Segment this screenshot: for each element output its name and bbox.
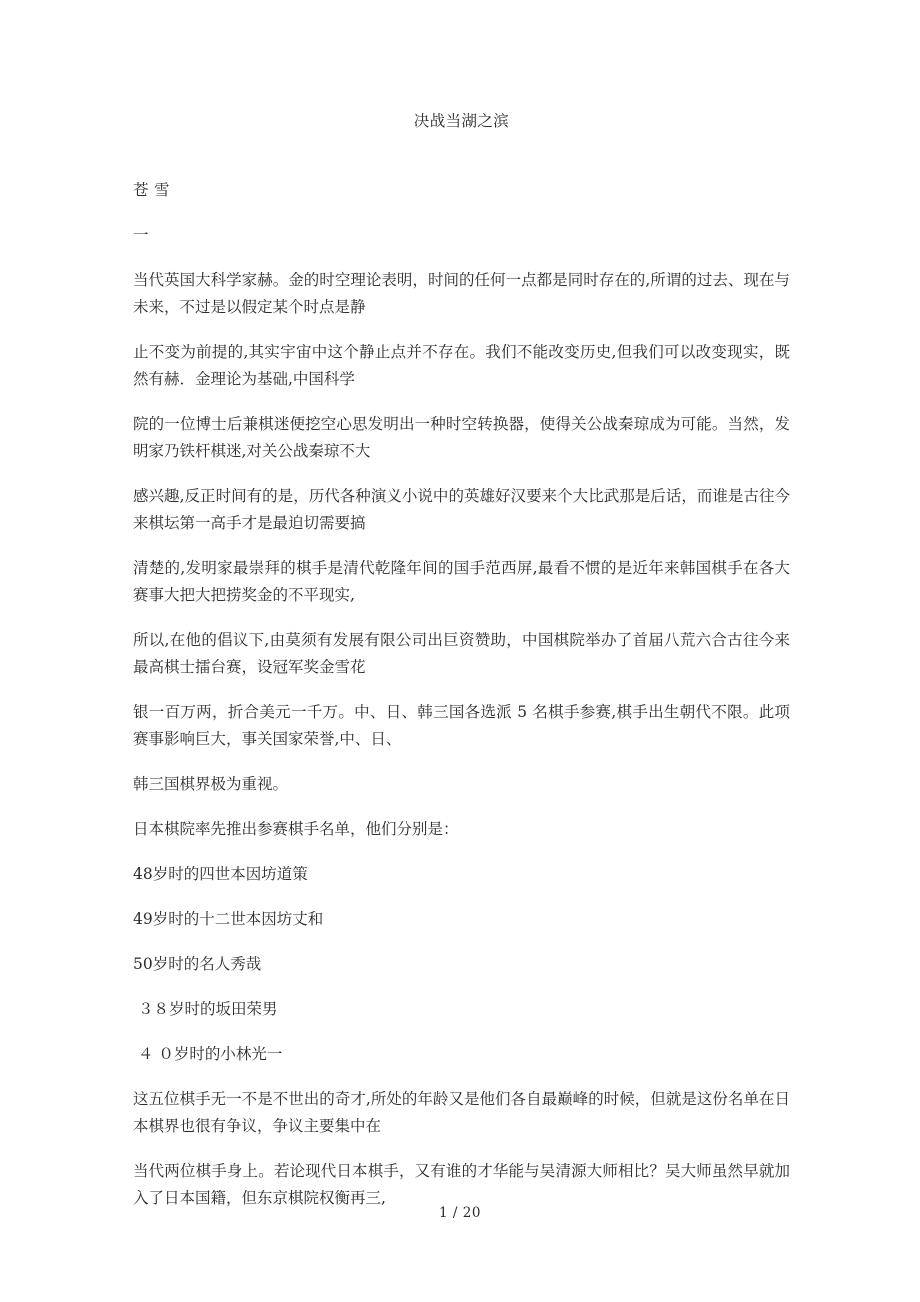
document-content bbox=[133, 108, 790, 1212]
body-paragraph: 当代两位棋手身上。若论现代日本棋手，又有谁的才华能与吴清源大师相比？吴大师虽然早就加入了日本国籍，但东京棋院权衡再三, bbox=[133, 1162, 790, 1207]
body-paragraph: 止不变为前提的,其实宇宙中这个静止点并不存在。我们不能改变历史,但我们可以改变现实，既然有赫．金理论为基础,中国科学 bbox=[133, 343, 790, 388]
body-paragraph: 清楚的,发明家最崇拜的棋手是清代乾隆年间的国手范西屏,最看不惯的是近年来韩国棋手在各大赛事大把大把捞奖金的不平现实, bbox=[133, 559, 790, 604]
roster-item: 50岁时的名人秀哉 bbox=[133, 955, 262, 973]
title-spacer bbox=[133, 135, 790, 159]
body-paragraph: 感兴趣,反正时间有的是，历代各种演义小说中的英雄好汉要来个大比武那是后话，而谁是古往今来棋坛第一高手才是最迫切需要搞 bbox=[133, 487, 790, 532]
body-paragraph: 所以,在他的倡议下,由莫须有发展有限公司出巨资赞助，中国棋院举办了首届八荒六合古往今来最高棋士擂台赛，设冠军奖金雪花 bbox=[133, 631, 790, 676]
author-byline: 苍 雪 bbox=[133, 181, 170, 199]
body-paragraph: 院的一位博士后兼棋迷便挖空心思发明出一种时空转换器，使得关公战秦琼成为可能。当然，发明家乃铁杆棋迷,对关公战秦琼不大 bbox=[133, 415, 790, 460]
body-paragraph: 韩三国棋界极为重视。 bbox=[133, 775, 289, 793]
body-paragraph: 当代英国大科学家赫。金的时空理论表明，时间的任何一点都是同时存在的,所谓的过去、现在与未来，不过是以假定某个时点是静 bbox=[133, 271, 790, 316]
page-number-footer: 1 / 20 bbox=[439, 1205, 481, 1221]
body-paragraph: 这五位棋手无一不是不世出的奇才,所处的年龄又是他们各自最巅峰的时候，但就是这份名单在日本棋界也很有争议，争议主要集中在 bbox=[133, 1090, 790, 1135]
body-paragraph: 银一百万两，折合美元一千万。中、日、韩三国各选派 5 名棋手参赛,棋手出生朝代不限。此项赛事影响巨大，事关国家荣誉,中、日、 bbox=[133, 703, 790, 748]
roster-item: ４ ０岁时的小林光一 bbox=[133, 1045, 283, 1063]
roster-item: ３８岁时的坂田荣男 bbox=[133, 1000, 278, 1018]
roster-intro-paragraph: 日本棋院率先推出参赛棋手名单，他们分别是： bbox=[133, 820, 459, 838]
roster-item: 49岁时的十二世本因坊丈和 bbox=[133, 910, 324, 928]
roster-item: 48岁时的四世本因坊道策 bbox=[133, 865, 308, 883]
page-title: 决战当湖之滨 bbox=[413, 112, 510, 130]
section-number: 一 bbox=[133, 226, 149, 244]
